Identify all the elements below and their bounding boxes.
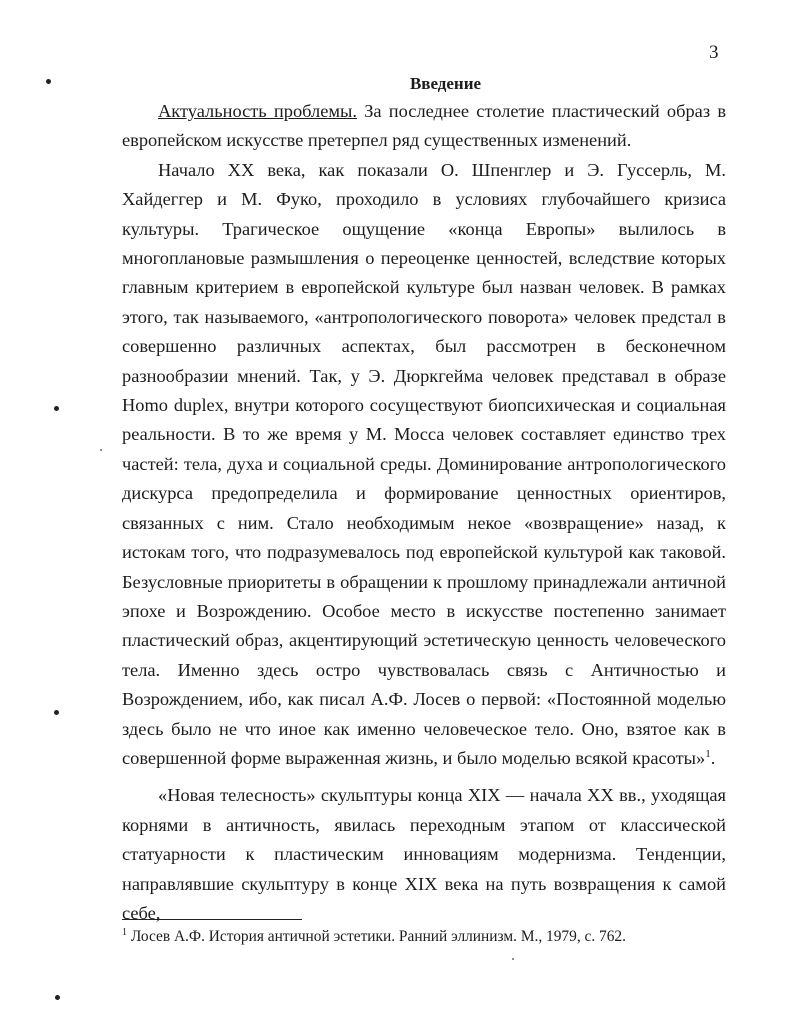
footnote-number: 1: [122, 926, 127, 938]
scan-speck: [512, 958, 514, 960]
paragraph-relevance: [122, 97, 726, 156]
scan-mark: [54, 406, 59, 411]
footnote-separator: [122, 919, 302, 920]
paragraph-twentieth-century-text: Начало XX века, как показали О. Шпенглер и Э. Гуссерль, М. Хайдеггер и М. Фуко, проходило в условиях глубочайшего кризиса культуры. Трагическое ощущение «конца Европы» вылилось в многоплановые размышления о переоценке ценностей, вследствие которых главным критерием в европейской культуре был назван человек. В рамках этого, так называемого, «антропологического поворота» человек предстал в совершенно различных аспектах, был рассмотрен в бесконечном разнообразии мнений. Так, у Э. Дюркгейма человек представал в образе Homo duplex, внутри которого сосуществуют биопсихическая и социальная реальности. В то же время у М. Мосса человек составляет единство трех частей: тела, духа и социальной среды. Доминирование антропологического дискурса предопределила и формирование ценностных ориентиров, связанных с ним. Стало необходимым некое «возвращение» назад, к истокам того, что подразумевалось под европейской культурой как таковой. Безусловные приоритеты в обращении к прошлому принадлежали античной эпохе и Возрождению. Особое место в искусстве постепенно занимает пластический образ, акцентирующий эстетическую ценность человеческого тела. Именно здесь остро чувствовалась связь с Античностью и Возрождением, ибо, как писал А.Ф. Лосев о первой: «Постоянной моделью здесь было не что иное как именно человеческое тело. Оно, взятое как в совершенной форме выраженная жизнь, и было моделью всякой красоты»: [122, 159, 726, 768]
paragraph-twentieth-century-tail: .: [710, 747, 716, 768]
scan-speck: [100, 449, 102, 451]
paragraph-new-corporeality: [122, 781, 726, 928]
footnote-text: Лосев А.Ф. История античной эстетики. Ранний эллинизм. М., 1979, с. 762.: [127, 928, 626, 945]
paragraph-new-corporeality-text: «Новая телесность» скульптуры конца XIX — начала XX вв., уходящая корнями в античность, явилась переходным этапом от классической статуарности к пластическим инновациям модернизма. Тенденции, направлявшие скульптуру в конце XIX века на путь возвращения к самой себе,: [122, 785, 726, 923]
paragraph-twentieth-century: [122, 156, 726, 774]
footnote-reference: 1: [705, 747, 711, 760]
scan-mark: [46, 79, 51, 84]
relevance-heading: Актуальность проблемы.: [158, 101, 357, 121]
page-number: 3: [709, 42, 719, 63]
footnote: [122, 927, 722, 947]
body-text: [122, 97, 726, 928]
scan-mark: [54, 710, 59, 715]
scan-mark: [55, 995, 60, 1000]
paragraph-relevance-text: За последнее столетие пластический образ в европейском искусстве претерпел ряд существенных изменений.: [122, 101, 726, 151]
page-title: Введение: [409, 74, 482, 93]
